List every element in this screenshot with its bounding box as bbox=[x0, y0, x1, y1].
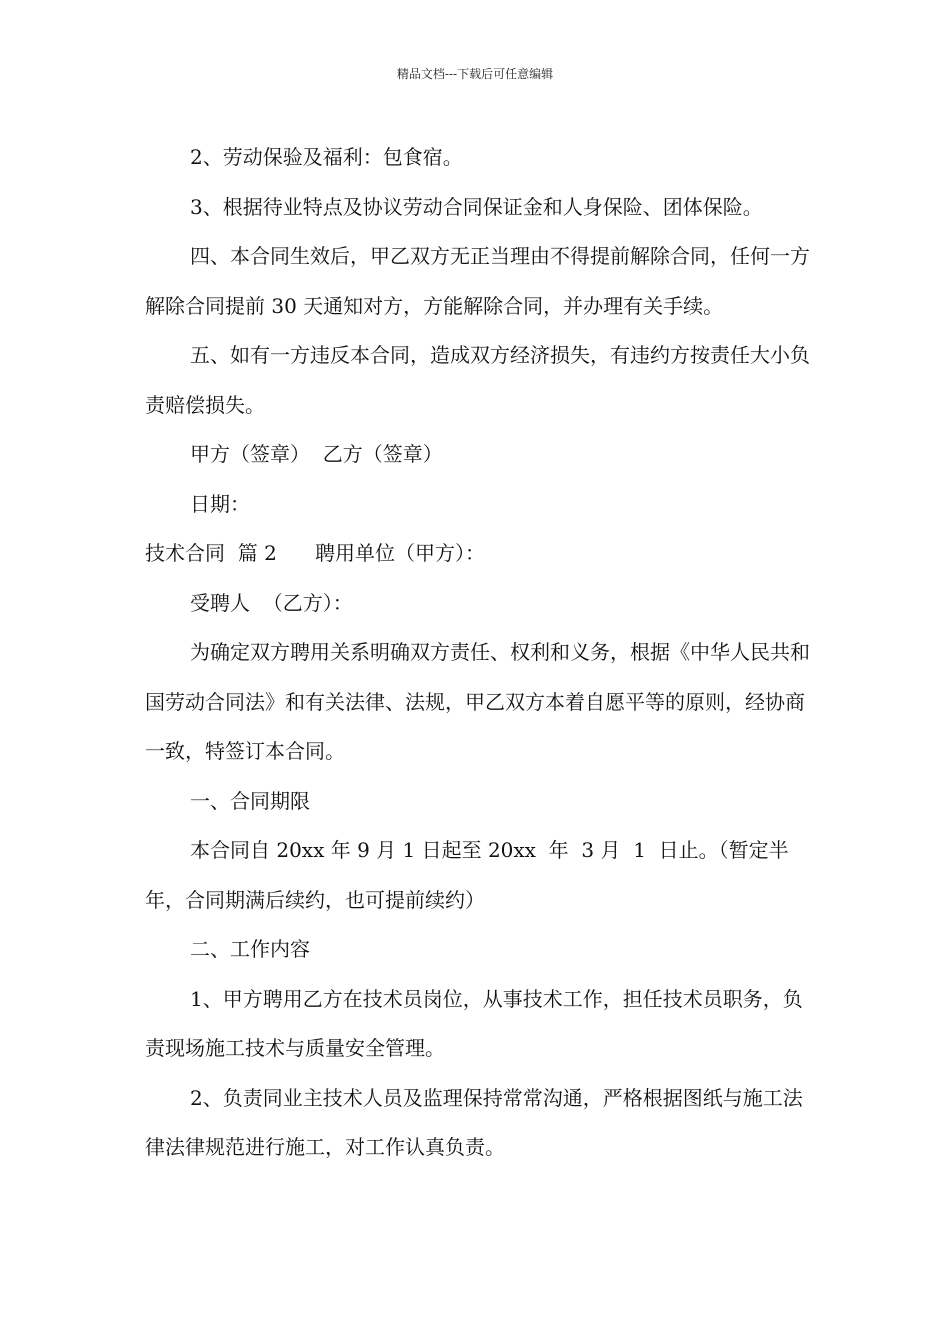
paragraph-breach: 五、如有一方违反本合同，造成双方经济损失，有违约方按责任大小负责赔偿损失。 bbox=[145, 343, 810, 417]
paragraph-labor-insurance: 2、劳动保验及福利：包食宿。 bbox=[190, 145, 463, 169]
paragraph-deposit-insurance: 3、根据待业特点及协议劳动合同保证金和人身保险、团体保险。 bbox=[190, 194, 763, 219]
date-line: 日期： bbox=[190, 491, 250, 516]
section-heading-part2: 技术合同 篇 2 聘用单位（甲方）： bbox=[145, 541, 485, 565]
heading-work-content: 二、工作内容 bbox=[190, 937, 310, 961]
heading-contract-term: 一、合同期限 bbox=[190, 788, 310, 813]
employee-line: 受聘人 （乙方）： bbox=[190, 590, 353, 615]
paragraph-termination: 四、本合同生效后，甲乙双方无正当理由不得提前解除合同，任何一方解除合同提前 30 天通知对方，方能解除合同，并办理有关手续。 bbox=[145, 244, 810, 318]
paragraph-purpose: 为确定双方聘用关系明确双方责任、权利和义务，根据《中华人民共和国劳动合同法》和有关法律、法规，甲乙双方本着自愿平等的原则，经协商一致，特签订本合同。 bbox=[145, 640, 810, 763]
signature-line: 甲方（签章） 乙方（签章） bbox=[190, 442, 443, 466]
paragraph-work-1: 1、甲方聘用乙方在技术员岗位，从事技术工作，担任技术员职务，负责现场施工技术与质量安全管理。 bbox=[145, 986, 803, 1060]
paragraph-contract-term: 本合同自 20xx 年 9 月 1 日起至 20xx 年 3 月 1 日止。（暂定半年，合同期满后续约，也可提前续约） bbox=[145, 838, 789, 912]
page-header: 精品文档---下载后可任意编辑 bbox=[396, 67, 554, 81]
document-body bbox=[145, 133, 810, 1173]
paragraph-work-2: 2、负责同业主技术人员及监理保持常常沟通，严格根据图纸与施工法律法律规范进行施工，对工作认真负责。 bbox=[145, 1085, 803, 1159]
